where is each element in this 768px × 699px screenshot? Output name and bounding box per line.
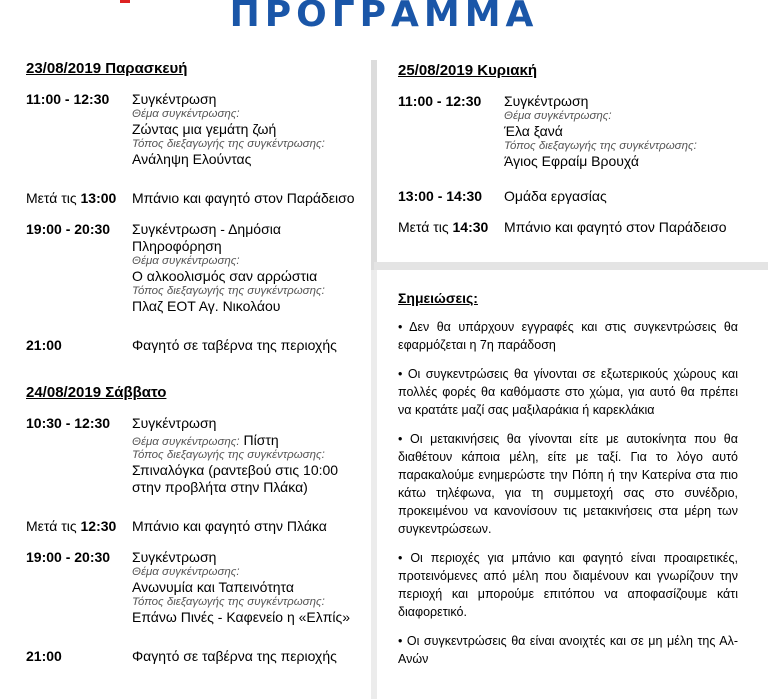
event-title: Συγκέντρωση [132, 415, 217, 431]
event-place: Πλαζ ΕΟΤ Αγ. Νικολάου [132, 298, 281, 314]
left-column [26, 60, 366, 665]
notes-heading: Σημειώσεις: [398, 290, 478, 306]
event-time: 19:00 - 20:30 [26, 221, 111, 237]
event-time: 13:00 - 14:30 [398, 188, 483, 204]
event-title: Συγκέντρωση [132, 91, 217, 107]
event-theme: Ανωνυμία και Ταπεινότητα [132, 579, 294, 595]
event-place: Σπιναλόγκα (ραντεβού στις 10:00 στην προβλήτα στην Πλάκα) [132, 462, 339, 495]
note-item: • Οι συγκεντρώσεις θα γίνονται σε εξωτερικούς χώρους και πολλές φορές θα καθόμαστε στο χώμα, για αυτό θα πρέπει να κρατάτε μαζί σας μαξιλαράκια ή καρεκλάκια [398, 367, 738, 417]
event-row [26, 415, 366, 496]
event-prefix: Μετά τις [26, 190, 81, 206]
event-time: 19:00 - 20:30 [26, 549, 111, 565]
note-item: • Οι περιοχές για μπάνιο και φαγητό είναι προαιρετικές, προτεινόμενες από μέλη που διαμένουν και γνωρίζουν την περιοχή και μπορούμε επιτόπου να αποφασίζουμε κάτι διαφορετικό. [398, 551, 738, 619]
day-heading: 23/08/2019 Παρασκευή [26, 60, 188, 77]
event-row [398, 93, 738, 170]
column-divider [371, 60, 377, 270]
event-place: Άγιος Εφραίμ Βρουχά [504, 153, 639, 169]
event-theme: Πίστη [243, 432, 279, 448]
event-row [26, 518, 366, 535]
place-label: Τόπος διεξαγωγής της συγκέντρωσης: [132, 138, 325, 150]
page-title: ΠΡΟΓΡΑΜΜΑ [229, 0, 539, 35]
event-title: Συγκέντρωση - Δημόσια Πληροφόρηση [132, 221, 281, 254]
note-item: • Οι συγκεντρώσεις θα είναι ανοιχτές και σε μη μέλη της Αλ-Ανών [398, 634, 738, 666]
event-title: Μπάνιο και φαγητό στην Πλάκα [132, 518, 327, 534]
place-label: Τόπος διεξαγωγής της συγκέντρωσης: [132, 596, 325, 608]
note-item: • Δεν θα υπάρχουν εγγραφές και στις συγκεντρώσεις θα εφαρμόζεται η 7η παράδοση [398, 320, 738, 352]
place-label: Τόπος διεξαγωγής της συγκέντρωσης: [132, 449, 325, 461]
event-title: Φαγητό σε ταβέρνα της περιοχής [132, 337, 337, 353]
event-time: 21:00 [26, 648, 62, 664]
day-heading: 25/08/2019 Κυριακή [398, 62, 537, 79]
event-place: Επάνω Πινές - Καφενείο η «Ελπίς» [132, 609, 351, 625]
theme-label: Θέμα συγκέντρωσης: [132, 566, 240, 578]
place-label: Τόπος διεξαγωγής της συγκέντρωσης: [132, 285, 325, 297]
right-column [398, 62, 738, 666]
event-row [26, 91, 366, 168]
event-row [398, 219, 738, 236]
event-row [26, 549, 366, 626]
section-divider [374, 262, 768, 270]
event-time: 10:30 - 12:30 [26, 415, 111, 431]
place-label: Τόπος διεξαγωγής της συγκέντρωσης: [504, 140, 697, 152]
event-title: Μπάνιο και φαγητό στον Παράδεισο [504, 219, 727, 235]
event-time: 13:00 [80, 190, 117, 206]
event-row [398, 188, 738, 205]
event-prefix: Μετά τις [398, 219, 453, 235]
day-section-sunday [398, 62, 738, 236]
event-time: 11:00 - 12:30 [26, 91, 110, 107]
event-time: 21:00 [26, 337, 62, 353]
day-section-friday [26, 60, 366, 354]
note-item: • Οι μετακινήσεις θα γίνονται είτε με αυτοκίνητα που θα διαθέτουν κάποια μέλη, είτε με ταξί. Για το λόγο αυτό παρακαλούμε ενημερώστε την Πόπη ή την Κατερίνα στα πιο κάτω τηλέφωνα, για τη συμμετοχή σας στο συνέδριο, προκειμένου να κανονίσουν τις μετακινήσεις στα μέρη των συγκεντρώσεων. [398, 432, 738, 536]
event-title: Φαγητό σε ταβέρνα της περιοχής [132, 648, 337, 664]
event-theme: Ζώντας μια γεμάτη ζωή [132, 121, 277, 137]
notes-section [398, 290, 738, 679]
event-title: Συγκέντρωση [132, 549, 217, 565]
event-time: 12:30 [80, 518, 117, 534]
event-row [26, 648, 366, 665]
day-heading: 24/08/2019 Σάββατο [26, 384, 167, 401]
event-place: Ανάληψη Ελούντας [132, 151, 252, 167]
theme-label: Θέμα συγκέντρωσης: [132, 108, 240, 120]
event-row [26, 337, 366, 354]
theme-label: Θέμα συγκέντρωσης: [132, 436, 240, 448]
event-time: 14:30 [452, 219, 489, 235]
event-title: Ομάδα εργασίας [504, 188, 607, 204]
day-section-saturday [26, 384, 366, 665]
event-title: Συγκέντρωση [504, 93, 589, 109]
event-title: Μπάνιο και φαγητό στον Παράδεισο [132, 190, 355, 206]
event-time: 11:00 - 12:30 [398, 93, 482, 109]
event-theme: Ο αλκοολισμός σαν αρρώστια [132, 268, 318, 284]
event-prefix: Μετά τις [26, 518, 81, 534]
event-row [26, 221, 366, 315]
theme-label: Θέμα συγκέντρωσης: [504, 110, 612, 122]
column-divider-lower [371, 270, 377, 699]
event-row [26, 190, 366, 207]
event-theme: Έλα ξανά [504, 123, 563, 139]
theme-label: Θέμα συγκέντρωσης: [132, 255, 240, 267]
